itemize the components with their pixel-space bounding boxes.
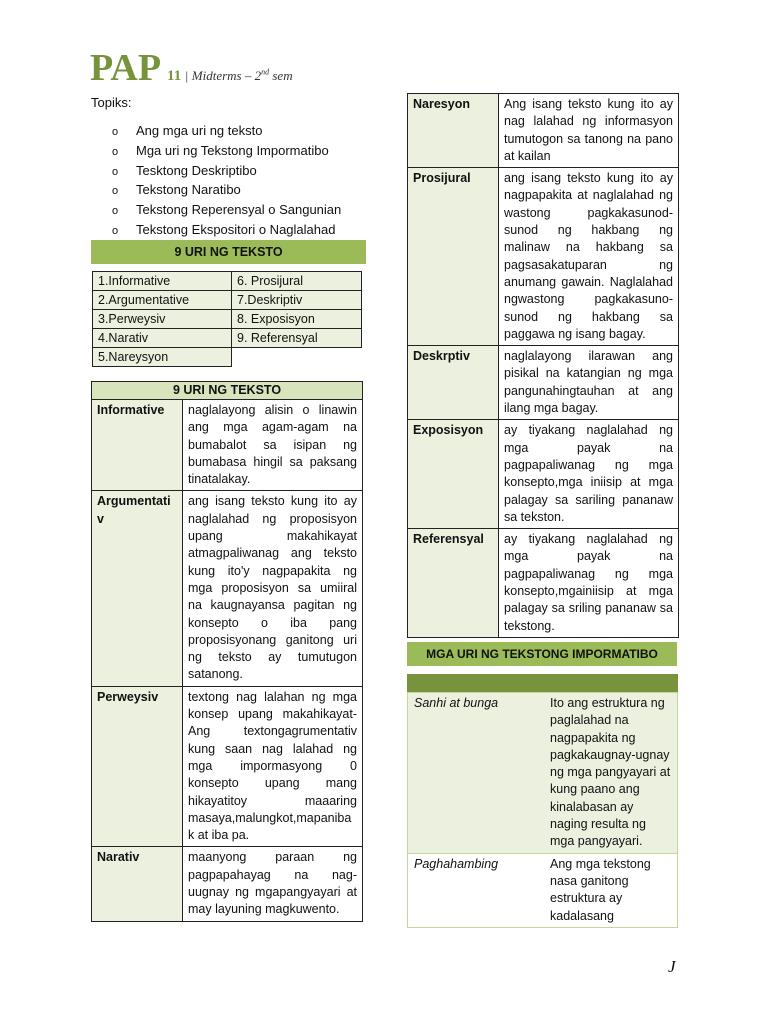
table-row [408, 529, 679, 638]
definition-cell: Ito ang estruktura ng paglalahad na nagpapakita ng pagkakaugnay-ugnay ng mga pangyayari at kung paano ang kinalabasan ay naging resulta ng mga pangyayari. [544, 693, 678, 854]
types2-heading: 9 URI NG TEKSTO [91, 381, 363, 400]
grid-cell: 4.Narativ [93, 329, 232, 348]
term-cell: Narativ [92, 847, 183, 921]
grid-cell: 1.Informative [93, 272, 232, 291]
table-row [92, 847, 363, 921]
topic-text: Mga uri ng Tekstong Impormatibo [136, 142, 329, 158]
types2-table [91, 399, 363, 922]
grid-cell: 2.Argumentative [93, 291, 232, 310]
definition-cell: maanyong paraan ng pagpapahayag na nag-uugnay ng mgapangyayari at may layuning magkuwento. [183, 847, 363, 921]
grid-cell: 7.Deskriptiv [232, 291, 362, 310]
term-cell: Exposisyon [408, 420, 499, 529]
table-row [92, 491, 363, 686]
grid-cell: 8. Exposisyon [232, 310, 362, 329]
term-cell: Naresyon [408, 94, 499, 168]
list-item [112, 221, 341, 241]
list-item [112, 142, 341, 162]
list-item [112, 122, 341, 142]
table-row [408, 420, 679, 529]
page-header [90, 46, 293, 90]
topic-text: Tekstong Naratibo [136, 182, 241, 198]
grid-cell-empty [232, 348, 362, 367]
grid-cell: 3.Perweysiv [93, 310, 232, 329]
bullet: o [112, 126, 119, 138]
definition-cell: Ang isang teksto kung ito ay nag lalahad ng informasyon tumutogon sa tanong na pano at kailan [499, 94, 679, 168]
term-cell: Informative [92, 400, 183, 491]
subtitle-text: Midterms – 2 [191, 68, 262, 83]
table-row [408, 693, 678, 854]
page-number: J [668, 957, 676, 976]
info-heading: MGA URI NG TEKSTONG IMPORMATIBO [407, 642, 677, 666]
table-row [92, 400, 363, 491]
bullet: o [112, 224, 119, 237]
grid-cell: 6. Prosijural [232, 272, 362, 291]
definition-cell: ang isang teksto kung ito ay nagpapakita at naglalahad ng wastong pagkakasunod-sunod ng hakbang ng malinaw na hakbang sa pagsasakatuparan ng anumang gawain. Naglalahad ngwastong pagkakasuno-sunod ng hakbang sa paggawa ng isang bagay. [499, 168, 679, 346]
topic-text: Tesktong Deskriptibo [136, 162, 257, 178]
definition-cell: Ang mga tekstong nasa ganitong estruktura ay kadalasang [544, 853, 678, 927]
definition-cell: ang isang teksto kung ito ay naglalahad ng proposisyon upang makahikayat atmagpaliwanag ang teksto kung ito'y nagpapakita ng mga proposisyon sa umiiral na kaugnayansa pagitan ng konsepto o iba pang proposisyonang ganitong uri ng teksto ay tumutugon satanong. [183, 491, 363, 686]
types-heading: 9 URI NG TEKSTO [91, 240, 366, 264]
grid-cell: 9. Referensyal [232, 329, 362, 348]
table-row [408, 168, 679, 346]
types-grid [92, 271, 362, 367]
bullet: o [112, 165, 119, 178]
subtitle-post: sem [269, 68, 293, 83]
topics-list [112, 122, 341, 241]
types3-table [407, 93, 679, 638]
bullet: o [112, 145, 119, 158]
definition-cell: naglalayong ilarawan ang pisikal na katangian ng mga pangunahingtauhan at ang ilang mga bagay. [499, 346, 679, 420]
bullet: o [112, 185, 119, 198]
header-separator: | [184, 68, 189, 83]
definition-cell: textong nag lalahan ng mga konsep upang makahikayat-Ang textongagrumentativ kung saan nag lalahad ng mga impormasyong 0 konsepto upang mang hikayatitoy maaaring masaya,malungkot,mapaniba k at iba pa. [183, 686, 363, 847]
page-subtitle [192, 68, 293, 83]
topic-text: Tekstong Ekspositori o Naglalahad [136, 221, 336, 237]
term-cell: Paghahambing [408, 853, 545, 927]
page-number-header: 11 [167, 68, 182, 84]
definition-cell: ay tiyakang naglalahad ng mga payak na pagpapaliwanag ng mga konsepto,mga iniisip at mga palagay sa sariling pananaw sa tekston. [499, 420, 679, 529]
table-row [93, 272, 362, 291]
table-row [93, 348, 362, 367]
definition-cell: ay tiyakang naglalahad ng mga payak na pagpapaliwanag ng mga konsepto,mgainiisip at mga palagay sa sriling pananaw sa tekstong. [499, 529, 679, 638]
info-table-header [407, 674, 678, 692]
term-cell: Prosijural [408, 168, 499, 346]
info-table [407, 692, 678, 928]
table-row [408, 94, 679, 168]
term-cell: Referensyal [408, 529, 499, 638]
term-cell: Argumentati v [92, 491, 183, 686]
table-row [93, 329, 362, 348]
table-row [93, 291, 362, 310]
topic-text: Ang mga uri ng teksto [136, 123, 263, 138]
types-definitions [91, 381, 363, 922]
info-section [407, 674, 678, 928]
table-row [408, 853, 678, 927]
term-cell: Deskrptiv [408, 346, 499, 420]
list-item [112, 201, 341, 221]
table-row [93, 310, 362, 329]
table-row [92, 686, 363, 847]
list-item [112, 181, 341, 201]
bullet: o [112, 205, 119, 218]
topics-label: Topiks: [91, 95, 132, 110]
table-row [408, 346, 679, 420]
page-title: PAP [90, 47, 162, 89]
topic-text: Tekstong Reperensyal o Sangunian [136, 202, 342, 218]
grid-cell: 5.Nareysyon [93, 348, 232, 367]
term-cell: Perweysiv [92, 686, 183, 847]
term-cell: Sanhi at bunga [408, 693, 545, 854]
list-item [112, 162, 341, 182]
definition-cell: naglalayong alisin o linawin ang mga agam-agam na bumabalot sa isipan ng bumabasa hingil sa paksang tinatalakay. [183, 400, 363, 491]
subtitle-sup: nd [261, 67, 270, 77]
